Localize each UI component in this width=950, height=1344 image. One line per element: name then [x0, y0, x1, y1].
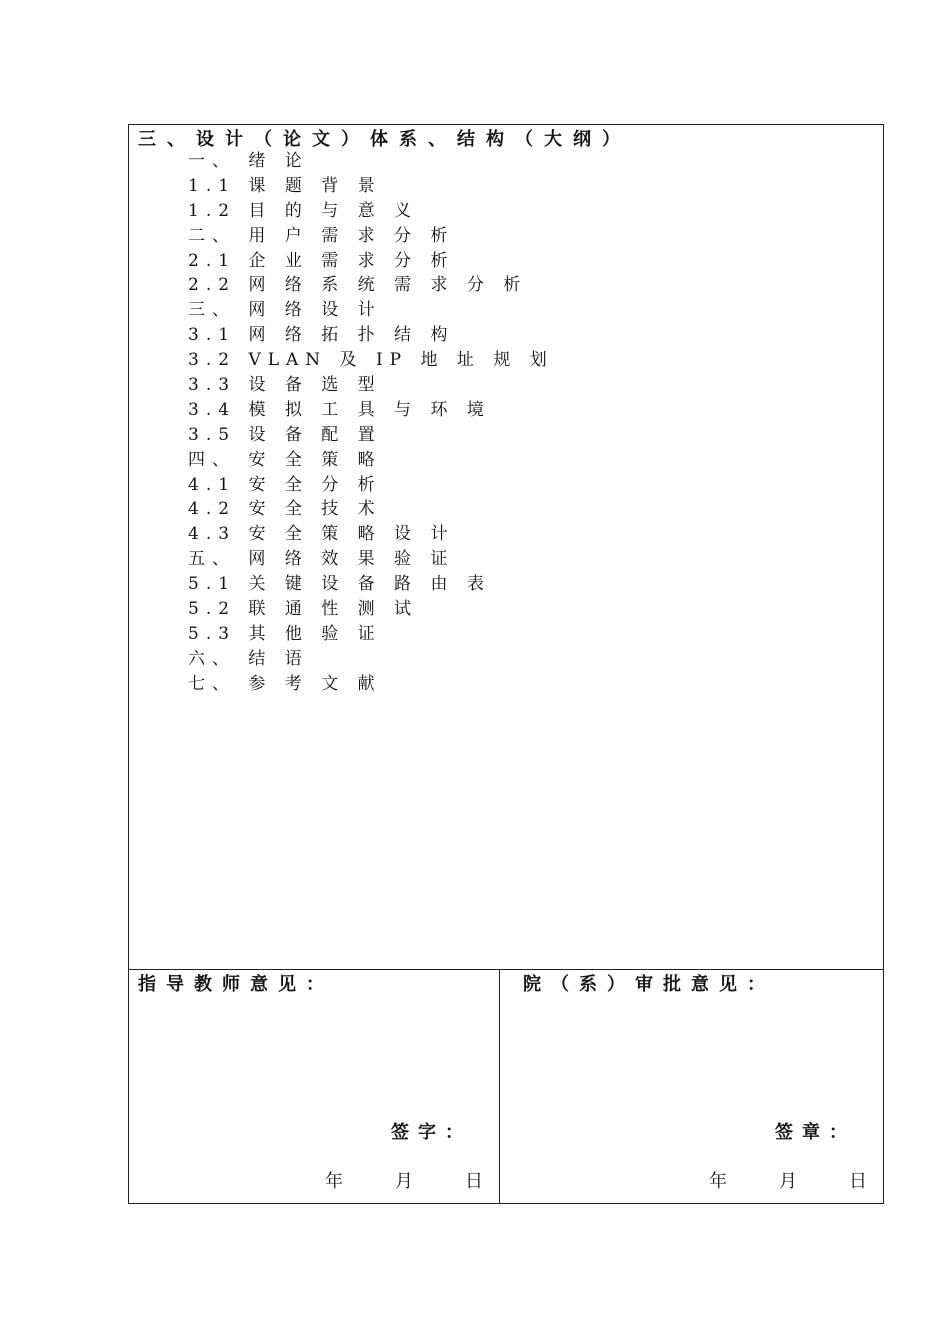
year-label: 年	[325, 1171, 343, 1192]
outline-item: 4.1 安 全 分 析	[188, 474, 382, 495]
year-label: 年	[709, 1171, 727, 1192]
outline-item: 3.5 设 备 配 置	[188, 424, 382, 445]
outline-item: 一、 绪 论	[188, 151, 309, 171]
advisor-signature-label: 签字：	[391, 1122, 472, 1143]
outline-item: 1.1 课 题 背 景	[188, 175, 382, 196]
outline-item: 4.2 安 全 技 术	[188, 499, 382, 520]
form-table	[128, 124, 884, 1204]
outline-item: 4.3 安 全 策 略 设 计	[188, 524, 455, 545]
outline-item: 3.4 模 拟 工 具 与 环 境	[188, 399, 491, 420]
outline-cell	[129, 125, 883, 970]
outline-item: 七、 参 考 文 献	[188, 673, 382, 694]
department-seal-label: 签章：	[775, 1122, 856, 1143]
department-approval-cell	[500, 970, 883, 1203]
outline-list	[188, 149, 554, 697]
outline-item: 1.2 目 的 与 意 义	[188, 200, 419, 221]
outline-item: 六、 结 语	[188, 648, 309, 669]
outline-item: 3.2 VLAN 及 IP 地 址 规 划	[188, 350, 554, 371]
department-date-row	[709, 1170, 867, 1194]
outline-item: 3.3 设 备 选 型	[188, 375, 382, 396]
day-label: 日	[849, 1171, 867, 1192]
outline-item: 5.2 联 通 性 测 试	[188, 599, 419, 620]
advisor-opinion-cell	[129, 970, 500, 1203]
outline-item: 四、 安 全 策 略	[188, 449, 382, 470]
outline-item: 三、 网 络 设 计	[188, 300, 382, 321]
outline-item: 5.1 关 键 设 备 路 由 表	[188, 574, 491, 595]
department-approval-label: 院（系）审批意见：	[523, 974, 775, 995]
month-label: 月	[779, 1171, 797, 1192]
outline-item: 3.1 网 络 拓 扑 结 构	[188, 325, 455, 346]
section-heading: 三、设计（论文）体系、结构（大纲）	[138, 129, 631, 150]
advisor-opinion-label: 指导教师意见：	[138, 974, 334, 995]
outline-item: 五、 网 络 效 果 验 证	[188, 549, 455, 570]
outline-item: 2.2 网 络 系 统 需 求 分 析	[188, 275, 528, 296]
outline-item: 2.1 企 业 需 求 分 析	[188, 250, 455, 271]
outline-item: 二、 用 户 需 求 分 析	[188, 225, 455, 246]
day-label: 日	[465, 1171, 483, 1192]
advisor-date-row	[325, 1170, 483, 1194]
month-label: 月	[395, 1171, 413, 1192]
outline-item: 5.3 其 他 验 证	[188, 623, 382, 644]
